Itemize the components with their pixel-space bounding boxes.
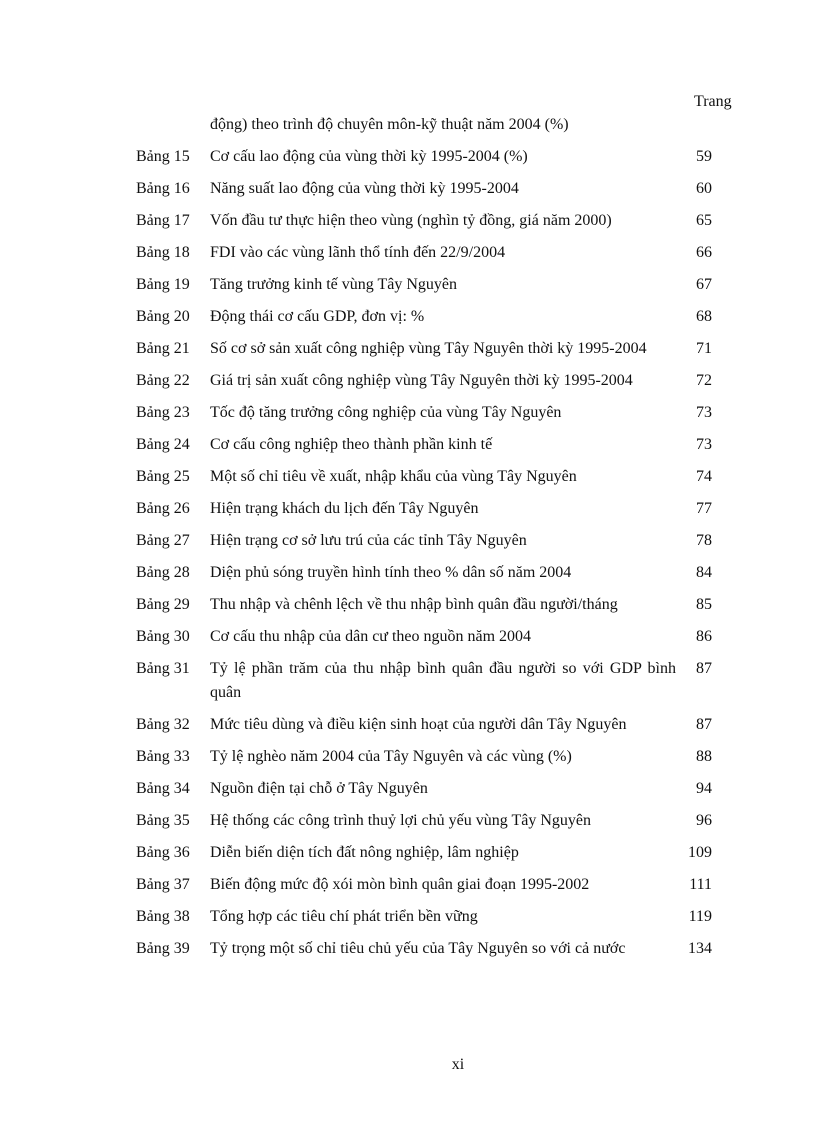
entry-page-number: 109	[688, 844, 712, 861]
entry-title: Diện phủ sóng truyền hình tính theo % dân số năm 2004	[210, 564, 572, 581]
entry-label: Bảng 36	[136, 844, 190, 861]
entry-title: Một số chỉ tiêu về xuất, nhập khẩu của vùng Tây Nguyên	[210, 468, 577, 485]
toc-entry	[136, 433, 736, 457]
entry-label: Bảng 33	[136, 748, 190, 765]
entry-page-number: 77	[696, 500, 712, 517]
entry-label: Bảng 20	[136, 308, 190, 325]
toc-entry	[136, 145, 736, 169]
toc-entry	[136, 305, 736, 329]
toc-entry	[136, 937, 736, 961]
entry-label: Bảng 35	[136, 812, 190, 829]
entry-title: Hệ thống các công trình thuỷ lợi chủ yếu vùng Tây Nguyên	[210, 812, 591, 829]
entry-title: Tỷ trọng một số chỉ tiêu chủ yếu của Tây Nguyên so với cả nước	[210, 940, 626, 957]
entry-title: Diễn biến diện tích đất nông nghiệp, lâm nghiệp	[210, 844, 519, 861]
entry-label: Bảng 34	[136, 780, 190, 797]
entry-label: Bảng 28	[136, 564, 190, 581]
entry-title: Động thái cơ cấu GDP, đơn vị: %	[210, 308, 425, 325]
entry-title: Tốc độ tăng trưởng công nghiệp của vùng Tây Nguyên	[210, 404, 562, 421]
table-list	[136, 113, 736, 969]
entry-title: Giá trị sản xuất công nghiệp vùng Tây Nguyên thời kỳ 1995-2004	[210, 372, 633, 389]
toc-entry	[136, 273, 736, 297]
entry-page-number: 67	[696, 276, 712, 293]
entry-page-number: 88	[696, 748, 712, 765]
entry-title: Cơ cấu công nghiệp theo thành phần kinh tế	[210, 436, 493, 453]
entry-page-number: 96	[696, 812, 712, 829]
entry-title: Nguồn điện tại chỗ ở Tây Nguyên	[210, 780, 428, 797]
entry-title: FDI vào các vùng lãnh thổ tính đến 22/9/2004	[210, 244, 506, 261]
toc-entry	[136, 465, 736, 489]
toc-entry	[136, 529, 736, 553]
entry-page-number: 119	[688, 908, 712, 925]
entry-title: Vốn đầu tư thực hiện theo vùng (nghìn tỷ đồng, giá năm 2000)	[210, 212, 612, 229]
entry-page-number: 87	[696, 716, 712, 733]
toc-entries	[136, 145, 736, 961]
entry-title: Biến động mức độ xói mòn bình quân giai đoạn 1995-2002	[210, 876, 590, 893]
entry-title: Thu nhập và chênh lệch về thu nhập bình quân đầu người/tháng	[210, 596, 618, 613]
entry-label: Bảng 26	[136, 500, 190, 517]
toc-entry	[136, 177, 736, 201]
entry-page-number: 71	[696, 340, 712, 357]
entry-page-number: 72	[696, 372, 712, 389]
entry-label: Bảng 38	[136, 908, 190, 925]
entry-page-number: 59	[696, 148, 712, 165]
toc-entry	[136, 593, 736, 617]
entry-label: Bảng 30	[136, 628, 190, 645]
entry-page-number: 74	[696, 468, 712, 485]
entry-page-number: 65	[696, 212, 712, 229]
page-column-header: Trang	[694, 93, 732, 110]
entry-title: Hiện trạng khách du lịch đến Tây Nguyên	[210, 500, 479, 517]
continuation-text: động) theo trình độ chuyên môn-kỹ thuật năm 2004 (%)	[210, 116, 569, 133]
entry-label: Bảng 19	[136, 276, 190, 293]
entry-label: Bảng 21	[136, 340, 190, 357]
entry-title: Mức tiêu dùng và điều kiện sinh hoạt của người dân Tây Nguyên	[210, 716, 627, 733]
entry-page-number: 73	[696, 436, 712, 453]
entry-page-number: 66	[696, 244, 712, 261]
toc-entry	[136, 497, 736, 521]
entry-page-number: 87	[696, 660, 712, 677]
entry-label: Bảng 23	[136, 404, 190, 421]
entry-label: Bảng 29	[136, 596, 190, 613]
toc-entry	[136, 873, 736, 897]
entry-label: Bảng 16	[136, 180, 190, 197]
entry-label: Bảng 17	[136, 212, 190, 229]
toc-entry	[136, 561, 736, 585]
toc-entry	[136, 209, 736, 233]
toc-entry	[136, 337, 736, 361]
continuation-row	[136, 113, 736, 137]
entry-title: Tỷ lệ nghèo năm 2004 của Tây Nguyên và các vùng (%)	[210, 748, 572, 765]
toc-entry	[136, 809, 736, 833]
entry-label: Bảng 39	[136, 940, 190, 957]
entry-page-number: 111	[689, 876, 712, 893]
entry-page-number: 60	[696, 180, 712, 197]
entry-title: Năng suất lao động của vùng thời kỳ 1995-2004	[210, 180, 519, 197]
toc-entry	[136, 625, 736, 649]
entry-title: Tỷ lệ phần trăm của thu nhập bình quân đầu người so với GDP bình quân	[210, 660, 676, 701]
entry-label: Bảng 37	[136, 876, 190, 893]
entry-label: Bảng 25	[136, 468, 190, 485]
entry-label: Bảng 18	[136, 244, 190, 261]
entry-page-number: 78	[696, 532, 712, 549]
entry-label: Bảng 15	[136, 148, 190, 165]
entry-page-number: 86	[696, 628, 712, 645]
toc-entry	[136, 241, 736, 265]
entry-title: Tổng hợp các tiêu chí phát triển bền vững	[210, 908, 478, 925]
page-number-footer: xi	[451, 1056, 465, 1073]
entry-page-number: 73	[696, 404, 712, 421]
entry-page-number: 85	[696, 596, 712, 613]
toc-entry	[136, 401, 736, 425]
entry-label: Bảng 32	[136, 716, 190, 733]
entry-page-number: 94	[696, 780, 712, 797]
entry-page-number: 134	[688, 940, 712, 957]
entry-label: Bảng 27	[136, 532, 190, 549]
toc-entry	[136, 745, 736, 769]
toc-entry	[136, 905, 736, 929]
entry-title: Cơ cấu thu nhập của dân cư theo nguồn năm 2004	[210, 628, 532, 645]
entry-page-number: 84	[696, 564, 712, 581]
entry-title: Cơ cấu lao động của vùng thời kỳ 1995-2004 (%)	[210, 148, 528, 165]
toc-entry	[136, 841, 736, 865]
entry-label: Bảng 31	[136, 660, 190, 677]
entry-title: Số cơ sở sản xuất công nghiệp vùng Tây Nguyên thời kỳ 1995-2004	[210, 340, 647, 357]
entry-label: Bảng 24	[136, 436, 190, 453]
toc-entry	[136, 369, 736, 393]
toc-entry	[136, 657, 736, 705]
entry-title: Hiện trạng cơ sở lưu trú của các tỉnh Tây Nguyên	[210, 532, 527, 549]
toc-entry	[136, 777, 736, 801]
entry-page-number: 68	[696, 308, 712, 325]
toc-entry	[136, 713, 736, 737]
entry-label: Bảng 22	[136, 372, 190, 389]
entry-title: Tăng trưởng kinh tế vùng Tây Nguyên	[210, 276, 458, 293]
